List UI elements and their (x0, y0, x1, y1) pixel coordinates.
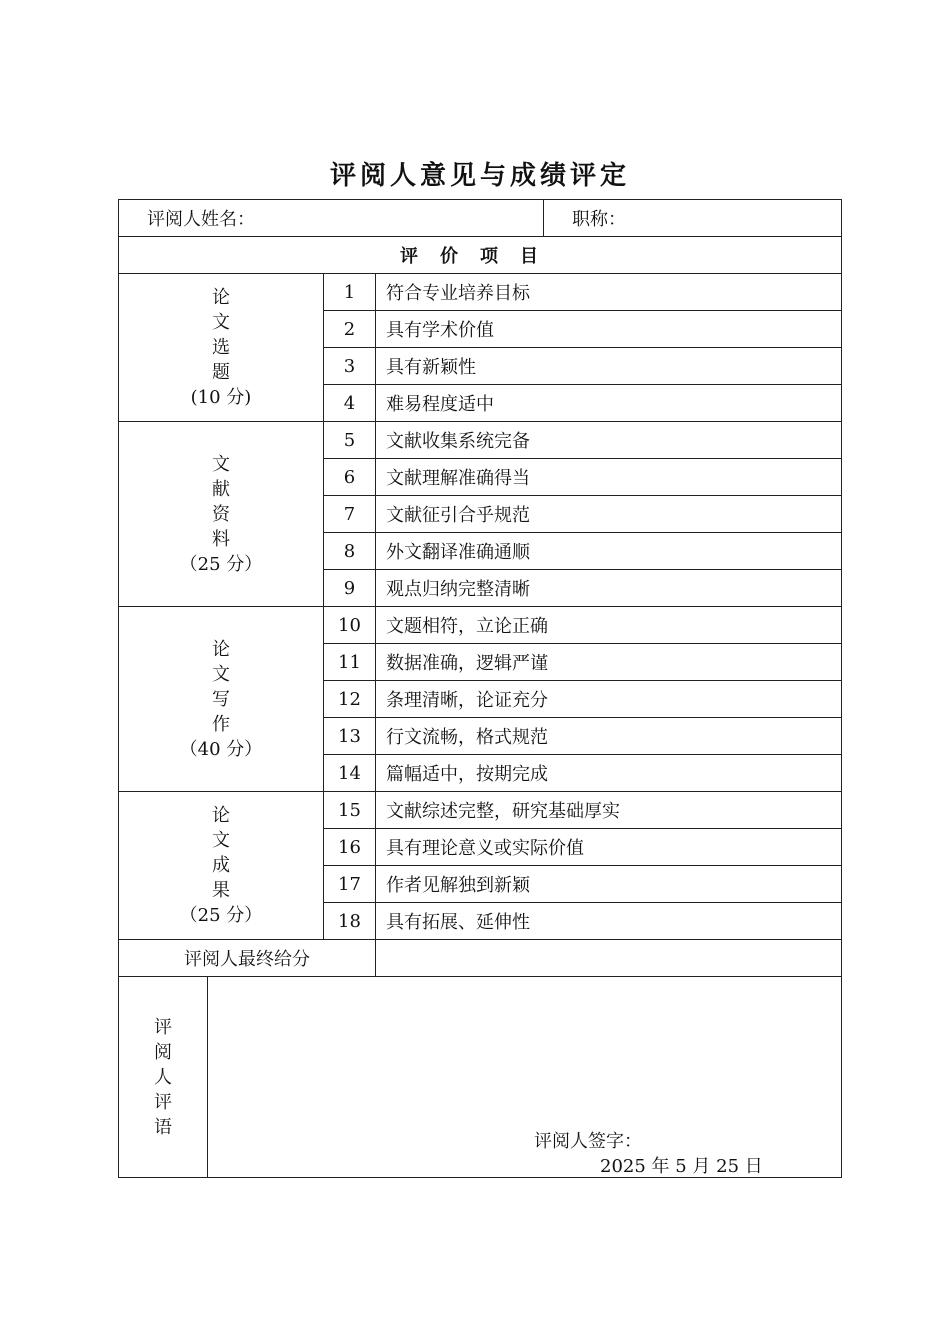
category-label (119, 792, 324, 940)
comment-label-char: 阅 (154, 1041, 172, 1063)
category-char: 写 (212, 688, 230, 710)
category-score: (10 分) (190, 387, 252, 408)
job-title-label: 职称： (572, 209, 626, 230)
item-number: 5 (324, 422, 376, 459)
category-score: （25 分） (179, 905, 263, 926)
category-char: 文 (212, 663, 230, 685)
category-char: 文 (212, 830, 230, 851)
final-score-field[interactable] (376, 940, 842, 977)
item-number: 4 (324, 385, 376, 422)
item-criterion: 符合专业培养目标 (376, 274, 842, 311)
item-number: 8 (324, 533, 376, 570)
item-criterion: 文题相符，立论正确 (376, 607, 842, 644)
category-char: 料 (212, 528, 230, 550)
category-label (119, 607, 324, 792)
item-criterion: 篇幅适中，按期完成 (376, 755, 842, 792)
category-char: 论 (212, 287, 230, 308)
item-number: 1 (324, 274, 376, 311)
final-score-row (119, 940, 842, 977)
item-row (119, 274, 842, 311)
item-criterion: 文献征引合乎规范 (376, 496, 842, 533)
comment-row (119, 977, 842, 1178)
category-label (119, 422, 324, 607)
item-number: 13 (324, 718, 376, 755)
item-row (119, 792, 842, 829)
comment-field[interactable] (208, 977, 842, 1178)
signature-label: 评阅人签字： (534, 1131, 642, 1152)
item-number: 15 (324, 792, 376, 829)
category-char: 题 (212, 362, 230, 383)
item-criterion: 文献综述完整，研究基础厚实 (376, 792, 842, 829)
category-char: 果 (212, 880, 230, 901)
item-row (119, 607, 842, 644)
category-char: 文 (212, 312, 230, 333)
item-criterion: 文献收集系统完备 (376, 422, 842, 459)
evaluation-form-table (118, 199, 842, 1178)
item-number: 14 (324, 755, 376, 792)
comment-label-char: 评 (154, 1091, 172, 1113)
page-title: 评阅人意见与成绩评定 (329, 161, 630, 191)
category-char: 论 (212, 638, 230, 660)
item-criterion: 具有理论意义或实际价值 (376, 829, 842, 866)
comment-label-char: 语 (154, 1116, 172, 1138)
item-number: 3 (324, 348, 376, 385)
category-char: 献 (212, 478, 230, 500)
item-criterion: 外文翻译准确通顺 (376, 533, 842, 570)
category-char: 成 (212, 855, 230, 876)
comment-label-char: 人 (154, 1066, 172, 1088)
reviewer-info-row (119, 200, 842, 237)
item-criterion: 行文流畅，格式规范 (376, 718, 842, 755)
item-number: 12 (324, 681, 376, 718)
item-criterion: 具有学术价值 (376, 311, 842, 348)
category-char: 论 (212, 805, 230, 826)
category-char: 资 (212, 503, 230, 525)
item-number: 17 (324, 866, 376, 903)
reviewer-name-label: 评阅人姓名： (147, 209, 255, 230)
item-number: 11 (324, 644, 376, 681)
item-number: 18 (324, 903, 376, 940)
category-label (119, 274, 324, 422)
item-criterion: 具有拓展、延伸性 (376, 903, 842, 940)
item-number: 6 (324, 459, 376, 496)
item-criterion: 数据准确，逻辑严谨 (376, 644, 842, 681)
comment-label (119, 977, 208, 1178)
item-criterion: 文献理解准确得当 (376, 459, 842, 496)
comment-label-char: 评 (154, 1016, 172, 1038)
item-criterion: 观点归纳完整清晰 (376, 570, 842, 607)
item-criterion: 具有新颖性 (376, 348, 842, 385)
item-number: 16 (324, 829, 376, 866)
item-criterion: 条理清晰，论证充分 (376, 681, 842, 718)
item-number: 2 (324, 311, 376, 348)
category-char: 选 (212, 337, 230, 358)
item-number: 9 (324, 570, 376, 607)
category-char: 作 (212, 713, 230, 735)
category-char: 文 (212, 453, 230, 475)
job-title-field[interactable] (544, 200, 842, 237)
reviewer-name-field[interactable] (119, 200, 544, 237)
item-number: 7 (324, 496, 376, 533)
section-header-row (119, 237, 842, 274)
category-score: （25 分） (179, 553, 263, 575)
final-score-label: 评阅人最终给分 (119, 940, 376, 977)
signature-date: 2025 年 5 月 25 日 (600, 1156, 763, 1177)
item-number: 10 (324, 607, 376, 644)
item-row (119, 422, 842, 459)
item-criterion: 难易程度适中 (376, 385, 842, 422)
category-score: （40 分） (179, 738, 263, 760)
section-header: 评价项目 (119, 237, 842, 274)
item-criterion: 作者见解独到新颖 (376, 866, 842, 903)
